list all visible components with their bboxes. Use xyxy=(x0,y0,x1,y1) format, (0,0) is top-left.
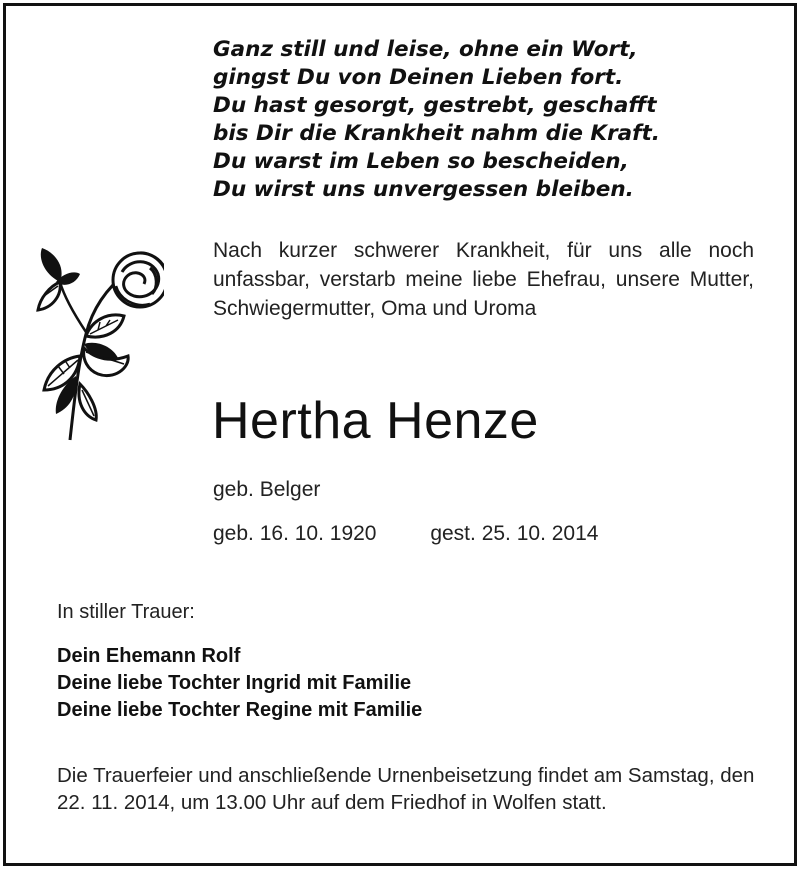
intro-text: Nach kurzer schwerer Krankheit, für uns alle noch unfassbar, verstarb meine liebe Ehefrau, unsere Mutter, Schwiegermutter, Oma und Uroma xyxy=(213,239,754,320)
life-dates xyxy=(213,522,598,546)
poem xyxy=(213,36,773,204)
mourner-name: Deine liebe Tochter Ingrid mit Familie xyxy=(57,672,412,694)
poem-line: Du hast gesorgt, gestrebt, geschafft xyxy=(213,93,657,118)
poem-line: Du warst im Leben so bescheiden, xyxy=(213,149,629,174)
funeral-notice: Die Trauerfeier und anschließende Urnenbeisetzung findet am Samstag, den 22. 11. 2014, um 13.00 Uhr auf dem Friedhof in Wolfen statt. xyxy=(57,764,755,814)
poem-line: gingst Du von Deinen Lieben fort. xyxy=(213,65,624,90)
maiden-name: geb. Belger xyxy=(213,478,321,501)
rose-icon xyxy=(34,244,164,444)
poem-line: Ganz still und leise, ohne ein Wort, xyxy=(213,37,638,62)
mourner-name: Dein Ehemann Rolf xyxy=(57,645,241,667)
birth-date: geb. 16. 10. 1920 xyxy=(213,522,377,545)
deceased-name: Hertha Henze xyxy=(212,392,539,450)
mourners-list xyxy=(57,643,422,724)
obituary-frame xyxy=(3,3,797,866)
mourning-label: In stiller Trauer: xyxy=(57,601,195,623)
poem-line: Du wirst uns unvergessen bleiben. xyxy=(213,177,634,202)
death-date: gest. 25. 10. 2014 xyxy=(430,522,599,545)
mourner-name: Deine liebe Tochter Regine mit Familie xyxy=(57,699,423,721)
poem-line: bis Dir die Krankheit nahm die Kraft. xyxy=(213,121,660,146)
